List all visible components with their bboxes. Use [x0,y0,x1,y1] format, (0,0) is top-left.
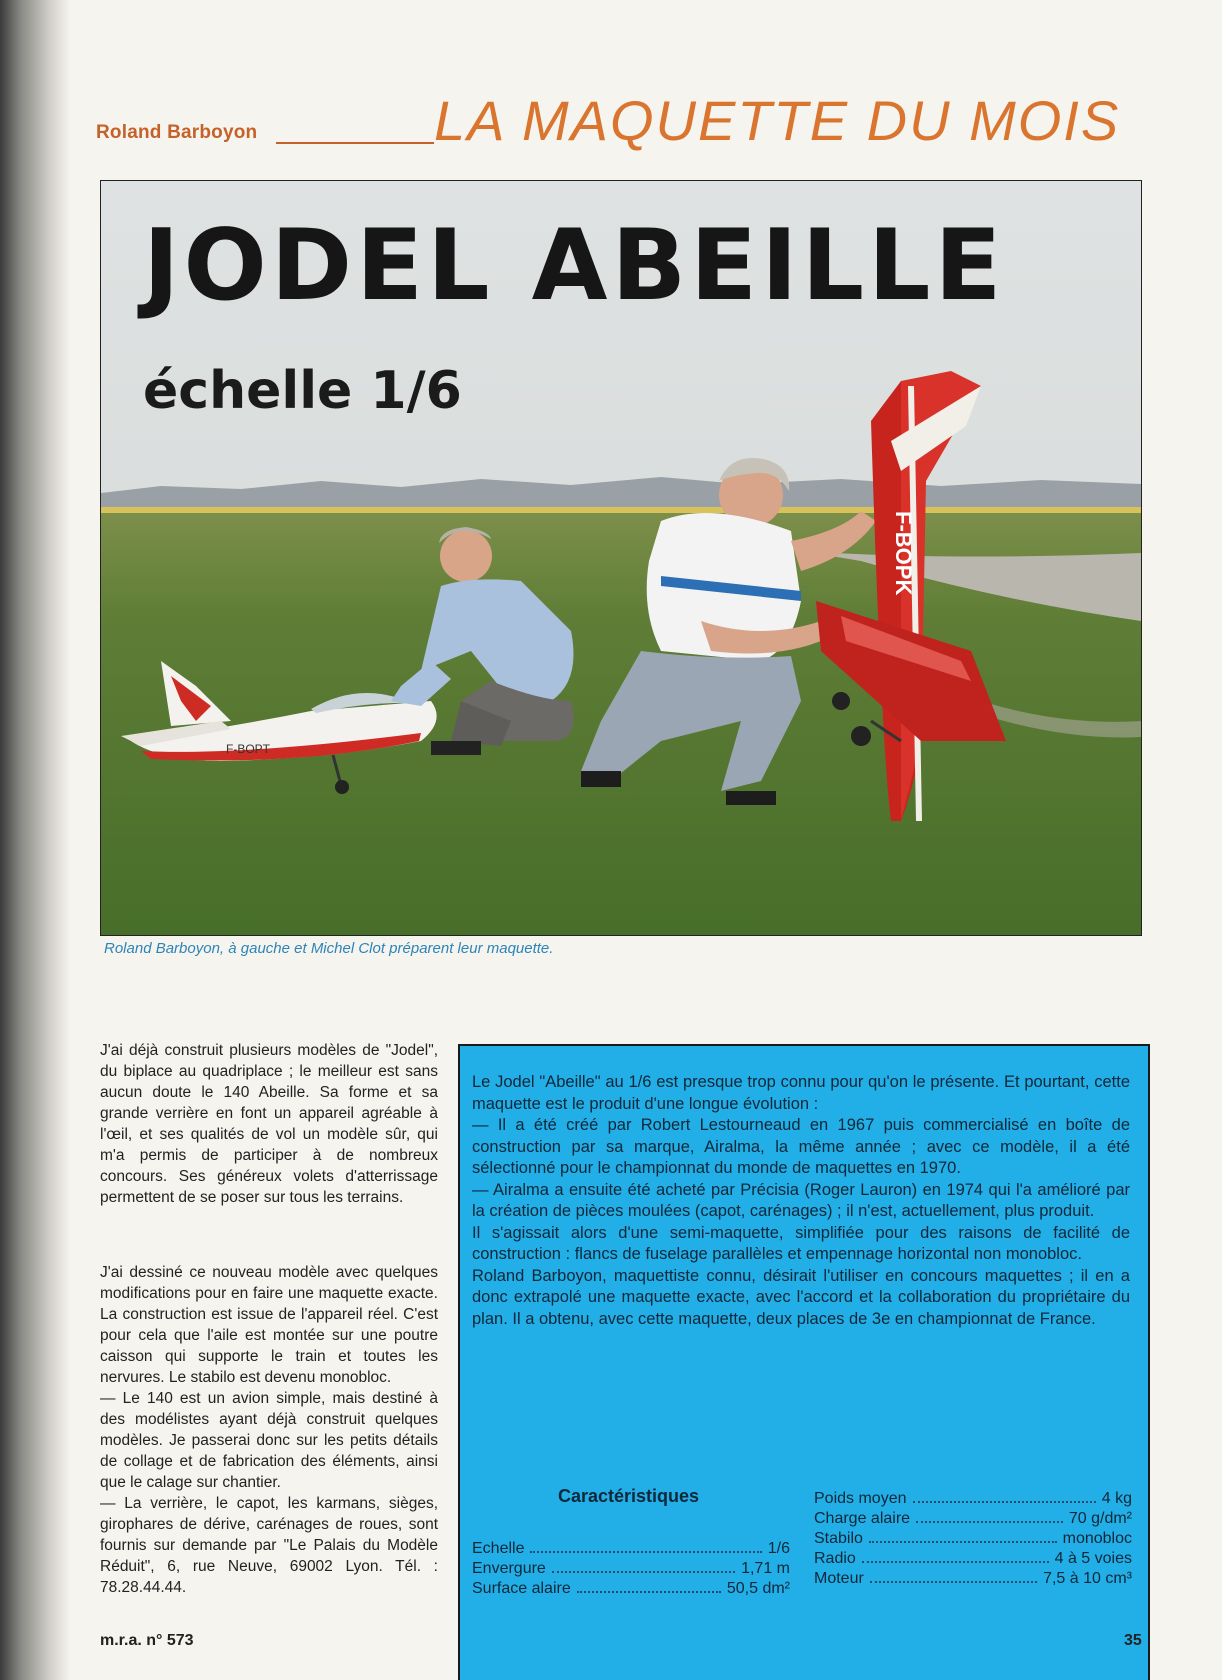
spec-value: monobloc [1062,1530,1132,1547]
spec-value: 4 à 5 voies [1054,1550,1132,1567]
history-p3: — Airalma a ensuite été acheté par Précisia (Roger Lauron) en 1974 qui l'a amélioré par la création de pièces moulées (capot, carénages) ; il n'est, actuellement, plus produit. [472,1180,1130,1220]
spec-value: 1,71 m [741,1560,790,1577]
supplier-paragraph: — La verrière, le capot, les karmans, sièges, girophares de dérive, carénages de roues, sont fournis sur demande par "Le Palais du Modèle Réduit", 6, rue Neuve, 69002 Lyon. Tél. : 78.28.44.44. [100,1495,438,1596]
large-plane-registration: F-BOPK [891,511,916,596]
spec-leader [869,1540,1057,1543]
specs-right [814,1488,1132,1588]
spec-row [814,1528,1132,1548]
spec-leader [577,1590,721,1593]
spec-row [814,1568,1132,1588]
hero-photo [100,180,1142,936]
spec-leader [552,1570,735,1573]
article-title: JODEL ABEILLE [143,209,1006,323]
spec-label: Moteur [814,1570,864,1587]
spec-value: 50,5 dm² [726,1580,790,1597]
spec-row [814,1488,1132,1508]
spec-row [472,1558,790,1578]
intro-paragraph: J'ai déjà construit plusieurs modèles de "Jodel", du biplace au quadriplace ; le meilleur est sans aucun doute le 140 Abeille. Sa forme et sa grande verrière en font un appareil agréable à l'œil, et ses qualités de vol un modèle sûr, qui m'a permis de participer à de nombreux concours. Ses généreux volets d'atterrissage permettent de se poser sur tous les terrains. [100,1042,438,1206]
history-p2: — Il a été créé par Robert Lestourneaud en 1967 puis commercialisé en boîte de construction par sa marque, Airalma, la même année ; avec ce modèle, il a été sélectionné pour le championnat du monde de maquettes en 1970. [472,1116,1130,1177]
spec-label: Surface alaire [472,1580,571,1597]
simplicity-paragraph: — Le 140 est un avion simple, mais destiné à des modélistes ayant déjà construit quelques modèles. Je passerai donc sur les petits détails de collage et de fabrication des éléments, ainsi que le calage sur chantier. [100,1390,438,1491]
header-rule [276,142,434,144]
spec-row [472,1538,790,1558]
spec-row [814,1508,1132,1528]
history-box [458,1044,1150,1680]
small-plane-registration: F-BOPT [226,742,270,756]
specs-left [472,1538,790,1598]
author-name: Roland Barboyon [96,122,258,143]
left-column [100,1040,438,1598]
spec-label: Stabilo [814,1530,863,1547]
spec-row [472,1578,790,1598]
spec-value: 1/6 [767,1540,790,1557]
photo-caption: Roland Barboyon, à gauche et Michel Clot préparent leur maquette. [104,940,554,957]
spec-label: Echelle [472,1540,525,1557]
spec-value: 4 kg [1101,1490,1132,1507]
page-number: 35 [1124,1632,1142,1649]
article-subtitle: échelle 1/6 [143,361,462,421]
spec-value: 70 g/dm² [1068,1510,1132,1527]
spec-label: Envergure [472,1560,546,1577]
spec-leader [870,1580,1037,1583]
spec-label: Poids moyen [814,1490,907,1507]
spec-value: 7,5 à 10 cm³ [1043,1570,1132,1587]
history-p1: Le Jodel "Abeille" au 1/6 est presque trop connu pour qu'on le présente. Et pourtant, cette maquette est le produit d'une longue évolution : [472,1073,1130,1113]
spec-leader [916,1520,1063,1523]
spec-leader [530,1550,761,1553]
specs-title: Caractéristiques [558,1486,700,1506]
spec-leader [862,1560,1049,1563]
spec-label: Radio [814,1550,856,1567]
binding-shadow [0,0,70,1680]
history-p5: Roland Barboyon, maquettiste connu, désirait l'utiliser en concours maquettes ; il en a donc extrapolé une maquette exacte, avec l'accord et la collaboration du propriétaire du plan. Il a obtenu, avec cette maquette, deux places de 3e en championnat de France. [472,1266,1130,1328]
design-paragraph: J'ai dessiné ce nouveau modèle avec quelques modifications pour en faire une maquette exacte. La construction est issue de l'appareil réel. C'est pour cela que l'aile est montée sur une poutre caisson qui supporte le train et toutes les nervures. Le stabilo est devenu monobloc. [100,1264,438,1386]
magazine-issue: m.r.a. n° 573 [100,1632,194,1649]
history-p4: Il s'agissait alors d'une semi-maquette, simplifiée pour des raisons de facilité de construction : flancs de fuselage parallèles et empennage horizontal non monobloc. [472,1223,1130,1263]
spec-leader [913,1500,1096,1503]
section-rubric: LA MAQUETTE DU MOIS [434,89,1121,152]
spec-row [814,1548,1132,1568]
spec-label: Charge alaire [814,1510,911,1527]
